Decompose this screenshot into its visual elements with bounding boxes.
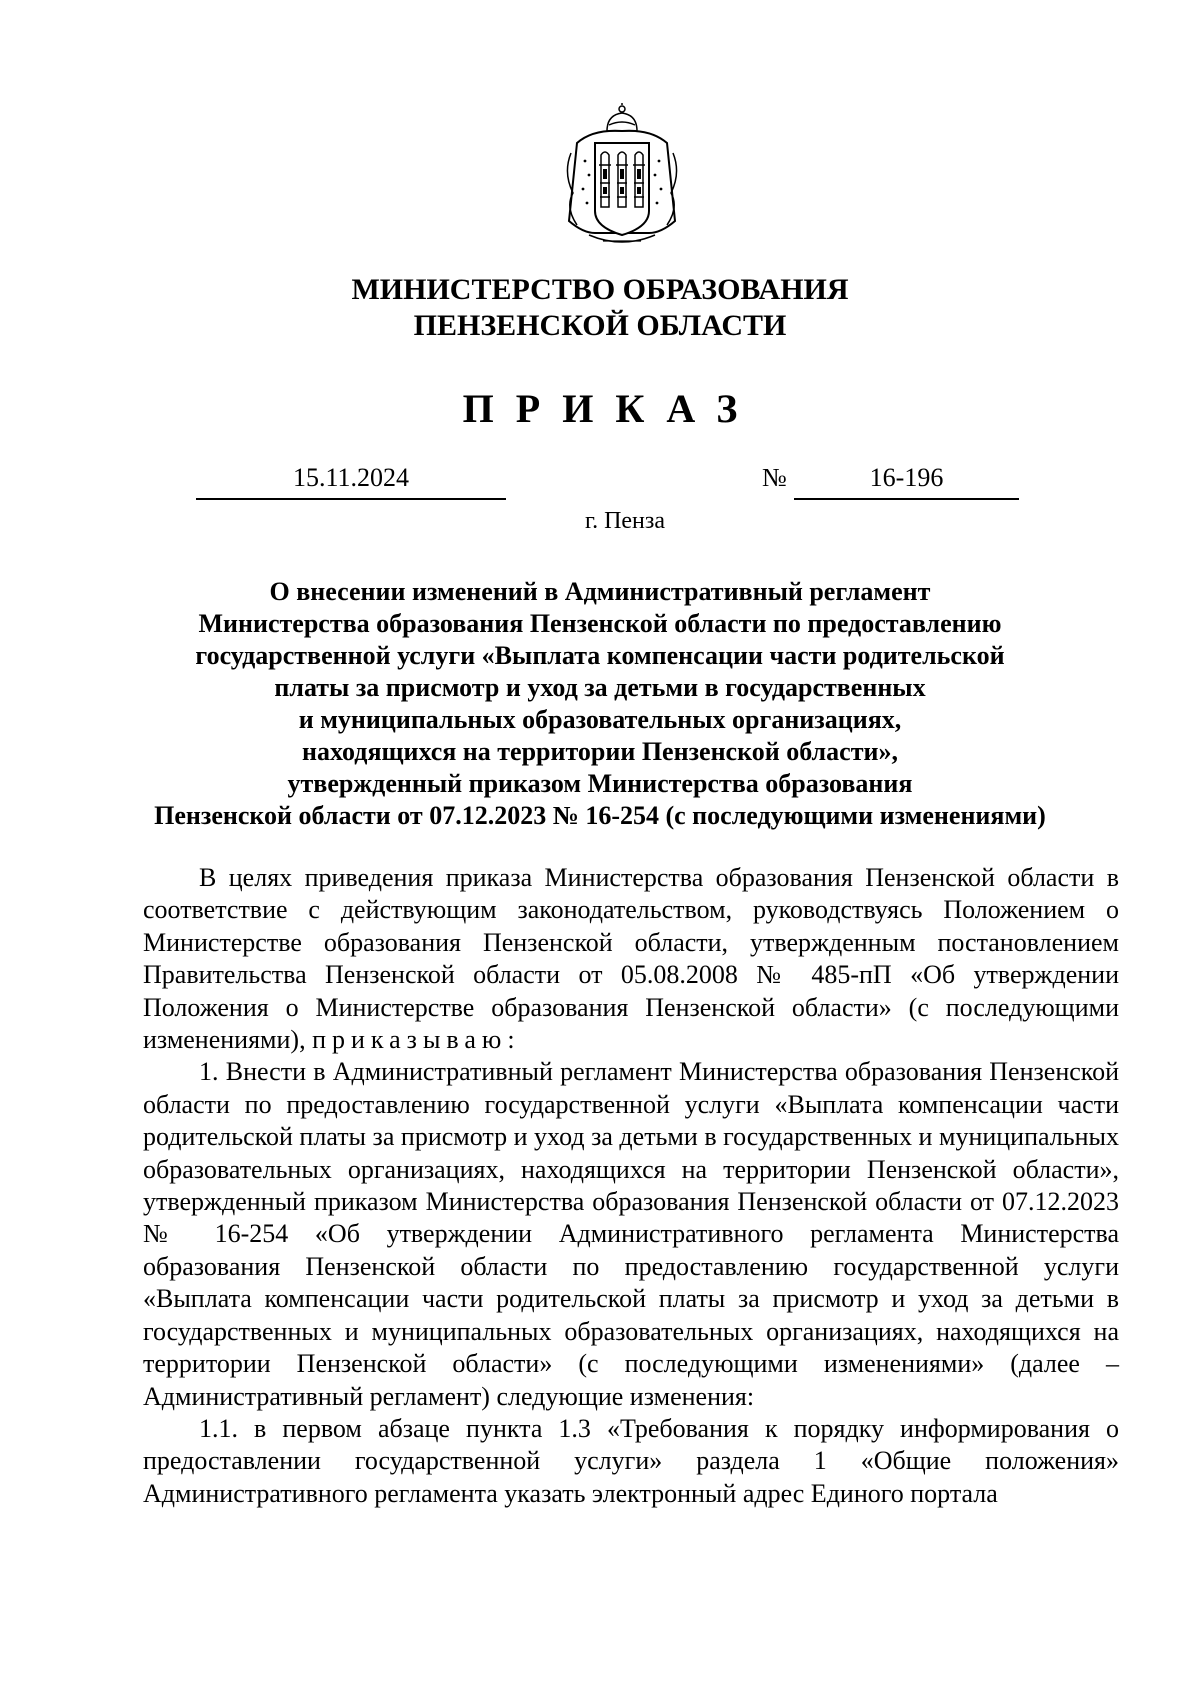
ministry-name-line1: МИНИСТЕРСТВО ОБРАЗОВАНИЯ [351,273,849,306]
clause-1-1-paragraph: 1.1. в первом абзаце пункта 1.3 «Требования к порядку информирования о предоставлении государственной услуги» раздела 1 «Общие положения» Административного регламента указать электронный адрес Единого портала [143,1413,1119,1508]
subject-line: Министерства образования Пензенской области по предоставлению [198,609,1002,638]
coat-of-arms-emblem [563,103,681,249]
ministry-name [0,272,1200,344]
subject-line: и муниципальных образовательных организациях, [298,705,902,734]
subject-line: утвержденный приказом Министерства образования [287,769,913,798]
ministry-name-line2: ПЕНЗЕНСКОЙ ОБЛАСТИ [413,309,787,342]
subject-line: Пензенской области от 07.12.2023 № 16-254 (с последующими изменениями) [154,801,1046,830]
document-body [143,862,1119,1510]
subject-line: платы за присмотр и уход за детьми в государственных [274,673,926,702]
preamble-paragraph [143,862,1119,1056]
subject-line: находящихся на территории Пензенской области», [302,737,898,766]
document-number: 16-196 [794,458,1019,500]
order-word: приказываю: [312,1025,521,1055]
document-type-title: ПРИКАЗ [462,386,760,431]
document-subject [120,576,1080,832]
preamble-text: В целях приведения приказа Министерства образования Пензенской области в соответствие с действующим законодательством, руководствуясь Положением о Министерстве образования Пензенской области, утвержденным постановлением Правительства Пензенской области от 05.08.2008 № 485-пП «Об утверждении Положения о Министерстве образования Пензенской области» (с последующими изменениями), [143,863,1119,1055]
document-city: г. Пенза [584,508,666,534]
subject-line: государственной услуги «Выплата компенсации части родительской [195,641,1005,670]
document-date: 15.11.2024 [196,458,506,500]
clause-1-paragraph: 1. Внести в Административный регламент Министерства образования Пензенской области по предоставлению государственной услуги «Выплата компенсации части родительской платы за присмотр и уход за детьми в государственных и муниципальных образовательных организациях, находящихся на территории Пензенской области», утвержденный приказом Министерства образования Пензенской области от 07.12.2023 № 16-254 «Об утверждении Административного регламента Министерства образования Пензенской области по предоставлению государственной услуги «Выплата компенсации части родительской платы за присмотр и уход за детьми в государственных и муниципальных образовательных организациях, находящихся на территории Пензенской области» (с последующими изменениями» (далее – Административный регламент) следующие изменения: [143,1057,1119,1411]
number-sign: № [762,463,787,492]
subject-line: О внесении изменений в Административный регламент [269,577,931,606]
